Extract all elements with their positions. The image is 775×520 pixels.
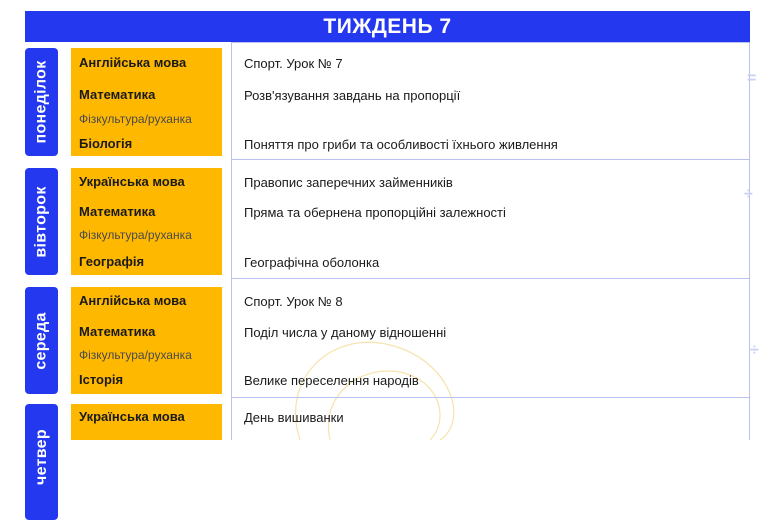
lesson-topic: Правопис заперечних займенників <box>244 175 453 190</box>
lesson-topic: Поняття про гриби та особливості їхнього живлення <box>244 137 558 152</box>
day-label-monday: понеділок <box>25 48 58 156</box>
equals-icon: = <box>747 70 757 87</box>
lesson-topic: Розв'язування завдань на пропорції <box>244 88 461 103</box>
subject-item: Математика <box>79 324 156 339</box>
subject-item: Українська мова <box>79 409 185 424</box>
subject-item: Фізкультура/руханка <box>79 228 192 242</box>
lesson-topic: Географічна оболонка <box>244 255 380 270</box>
subject-item: Англійська мова <box>79 55 187 70</box>
subject-item: Географія <box>79 254 145 269</box>
lesson-topic: Спорт. Урок № 7 <box>244 56 343 71</box>
subject-item: Українська мова <box>79 174 185 189</box>
day-row-tuesday <box>25 160 750 279</box>
subject-item: Фізкультура/руханка <box>79 348 192 362</box>
plus-icon: ÷ <box>750 342 759 359</box>
week-title: ТИЖДЕНЬ 7 <box>25 11 750 42</box>
subject-item: Математика <box>79 204 156 219</box>
day-row-monday <box>25 42 750 160</box>
subject-item: Фізкультура/руханка <box>79 112 192 126</box>
subject-item: Англійська мова <box>79 293 187 308</box>
subject-item: Математика <box>79 87 156 102</box>
subject-item: Історія <box>79 372 124 387</box>
day-label-wednesday: середа <box>25 287 58 394</box>
lesson-topic: Поділ числа у даному відношенні <box>244 325 447 340</box>
subject-item: Біологія <box>79 136 133 151</box>
day-label-tuesday: вівторок <box>25 168 58 275</box>
lesson-topic: День вишиванки <box>244 410 344 425</box>
lesson-topic: Велике переселення народів <box>244 373 419 388</box>
day-row-thursday <box>25 398 750 485</box>
lesson-topic: Спорт. Урок № 8 <box>244 294 343 309</box>
lesson-topic: Пряма та обернена пропорційні залежності <box>244 205 506 220</box>
day-label-thursday: четвер <box>25 404 58 520</box>
divide-icon: ÷ <box>744 186 753 203</box>
day-row-wednesday <box>25 279 750 398</box>
